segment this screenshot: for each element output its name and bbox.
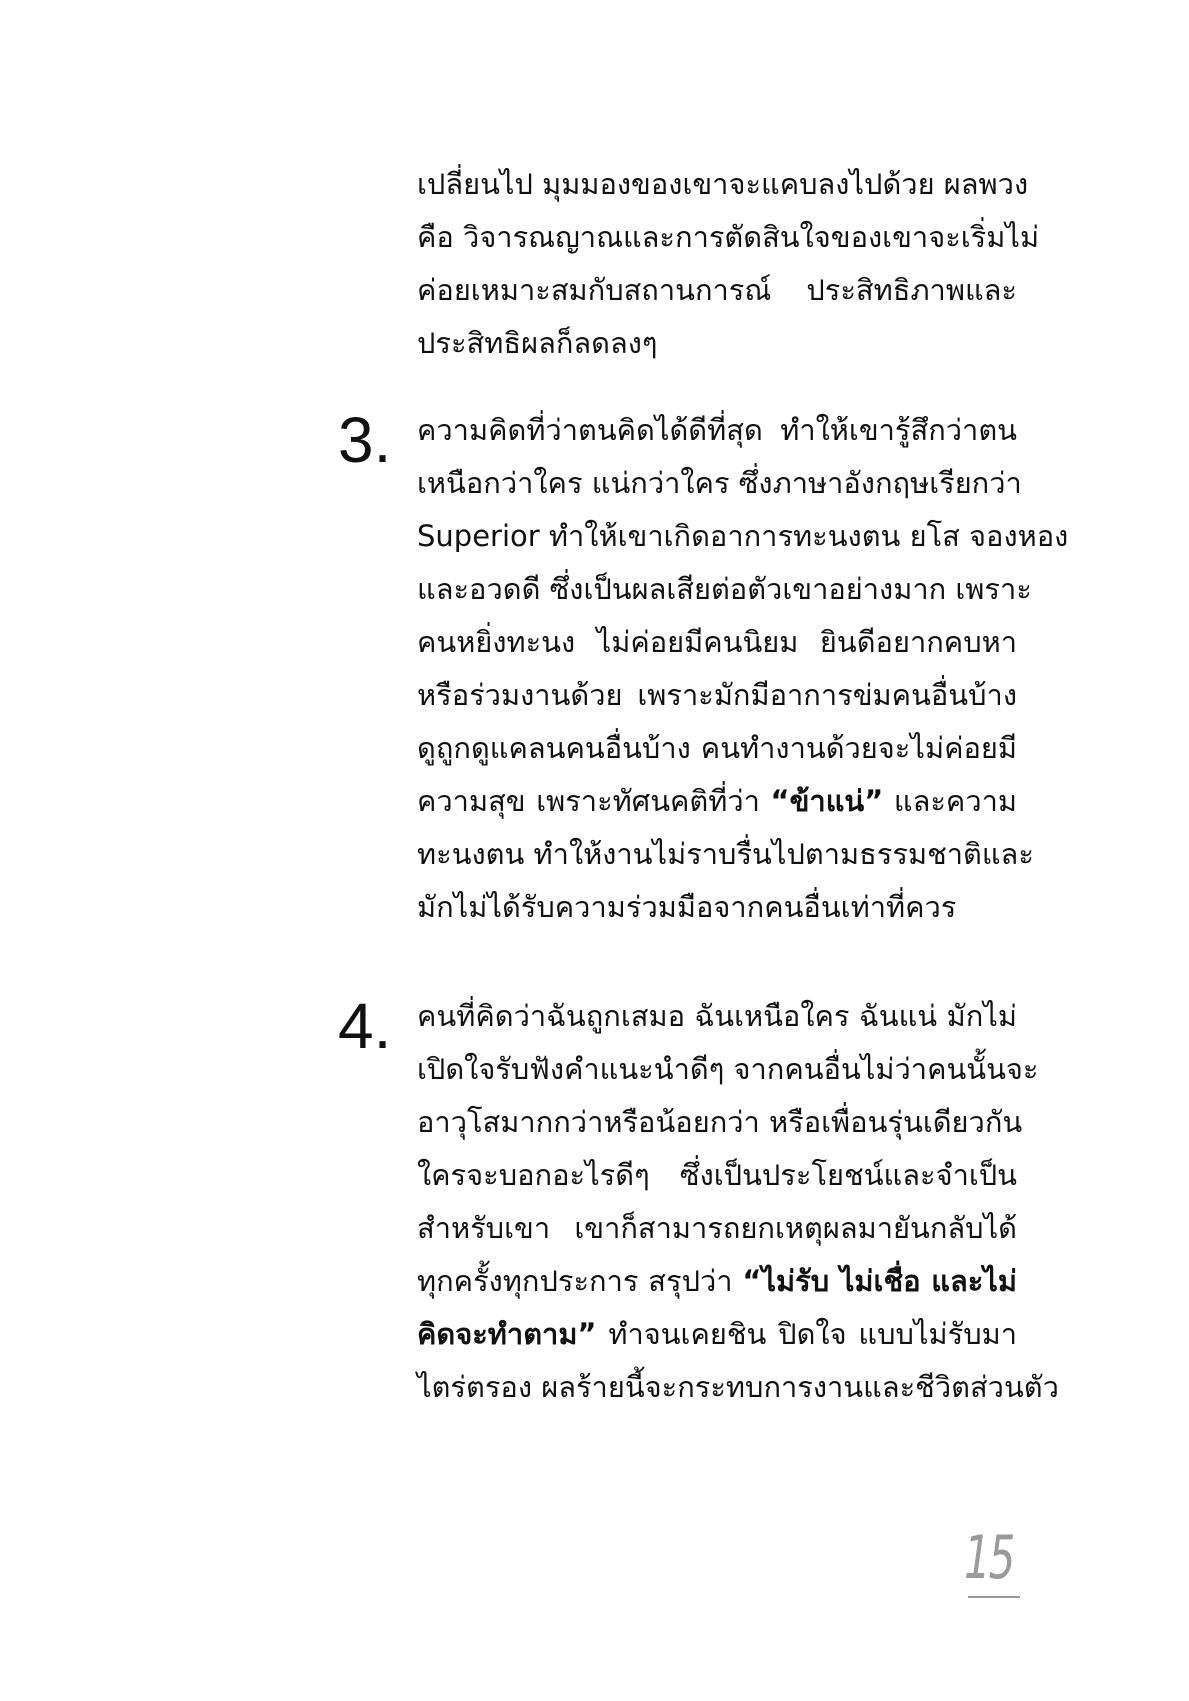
paragraph-line: คนที่คิดว่าฉันถูกเสมอ ฉันเหนือใคร ฉันแน่ มักไม่ xyxy=(417,999,1017,1033)
item-4-number-text: 4. xyxy=(338,990,392,1062)
emphasis-quote: “ข้าแน่” xyxy=(770,784,884,818)
paragraph-line: ดูถูกดูแคลนคนอื่นบ้าง คนทำงานด้วยจะไม่ค่อยมี xyxy=(417,731,1017,765)
paragraph-line: สำหรับเขา เขาก็สามารถยกเหตุผลมายันกลับได้ xyxy=(417,1211,1017,1245)
paragraph-line: ใครจะบอกอะไรดีๆ ซึ่งเป็นประโยชน์และจำเป็น xyxy=(417,1158,1017,1192)
text-run: และความ xyxy=(883,784,1017,818)
paragraph-line-mixed xyxy=(417,1255,1017,1308)
continued-paragraph xyxy=(417,158,1040,370)
paragraph-line: ความคิดที่ว่าตนคิดได้ดีที่สุด ทำให้เขารู้สึกว่าตน xyxy=(417,413,1017,447)
paragraph-line: ค่อยเหมาะสมกับสถานการณ์ ประสิทธิภาพและ xyxy=(417,273,1017,307)
paragraph-line: อาวุโสมากกว่าหรือน้อยกว่า หรือเพื่อนรุ่นเดียวกัน xyxy=(417,1105,1023,1139)
text-run: ความสุข เพราะทัศนคติที่ว่า xyxy=(417,784,771,818)
paragraph-line: ประสิทธิผลก็ลดลงๆ xyxy=(417,326,658,360)
paragraph-line: เปลี่ยนไป มุมมองของเขาจะแคบลงไปด้วย ผลพวง xyxy=(417,167,1029,201)
paragraph-line: เปิดใจรับฟังคำแนะนำดีๆ จากคนอื่นไม่ว่าคนนั้นจะ xyxy=(417,1052,1039,1086)
paragraph-line: ไตร่ตรอง ผลร้ายนี้จะกระทบการงานและชีวิตส่วนตัว xyxy=(417,1370,1059,1404)
paragraph-line-mixed xyxy=(417,775,1017,828)
text-run: ทุกครั้งทุกประการ สรุปว่า xyxy=(417,1264,743,1298)
paragraph-line: และอวดดี ซึ่งเป็นผลเสียต่อตัวเขาอย่างมาก เพราะ xyxy=(417,572,1032,606)
emphasis-quote: คิดจะทำตาม” xyxy=(417,1317,597,1351)
text-run: ทำจนเคยชิน ปิดใจ แบบไม่รับมา xyxy=(596,1317,1017,1351)
item-3-number-text: 3. xyxy=(338,404,392,476)
paragraph-line: คนหยิ่งทะนง ไม่ค่อยมีคนนิยม ยินดีอยากคบหา xyxy=(417,625,1017,659)
paragraph-line-mixed xyxy=(417,1308,1017,1361)
paragraph-line: คือ วิจารณญาณและการตัดสินใจของเขาจะเริ่มไม่ xyxy=(417,220,1040,254)
paragraph-line: เหนือกว่าใคร แน่กว่าใคร ซึ่งภาษาอังกฤษเรียกว่า xyxy=(417,466,1022,500)
paragraph-line: หรือร่วมงานด้วย เพราะมักมีอาการข่มคนอื่นบ้าง xyxy=(417,678,1017,712)
paragraph-line: Superior ทำให้เขาเกิดอาการทะนงตน ยโส จองหอง xyxy=(417,519,1069,553)
page-number-underline xyxy=(968,1596,1020,1598)
page-number: 15 xyxy=(964,1523,1014,1593)
item-4-paragraph xyxy=(417,990,1059,1414)
item-4-number xyxy=(338,990,392,1062)
emphasis-quote: “ไม่รับ ไม่เชื่อ และไม่ xyxy=(742,1264,1018,1298)
item-3-number xyxy=(338,404,392,476)
paragraph-line: มักไม่ได้รับความร่วมมือจากคนอื่นเท่าที่ควร xyxy=(417,890,957,924)
item-3-paragraph xyxy=(417,404,1069,934)
paragraph-line: ทะนงตน ทำให้งานไม่ราบรื่นไปตามธรรมชาติและ xyxy=(417,837,1034,871)
